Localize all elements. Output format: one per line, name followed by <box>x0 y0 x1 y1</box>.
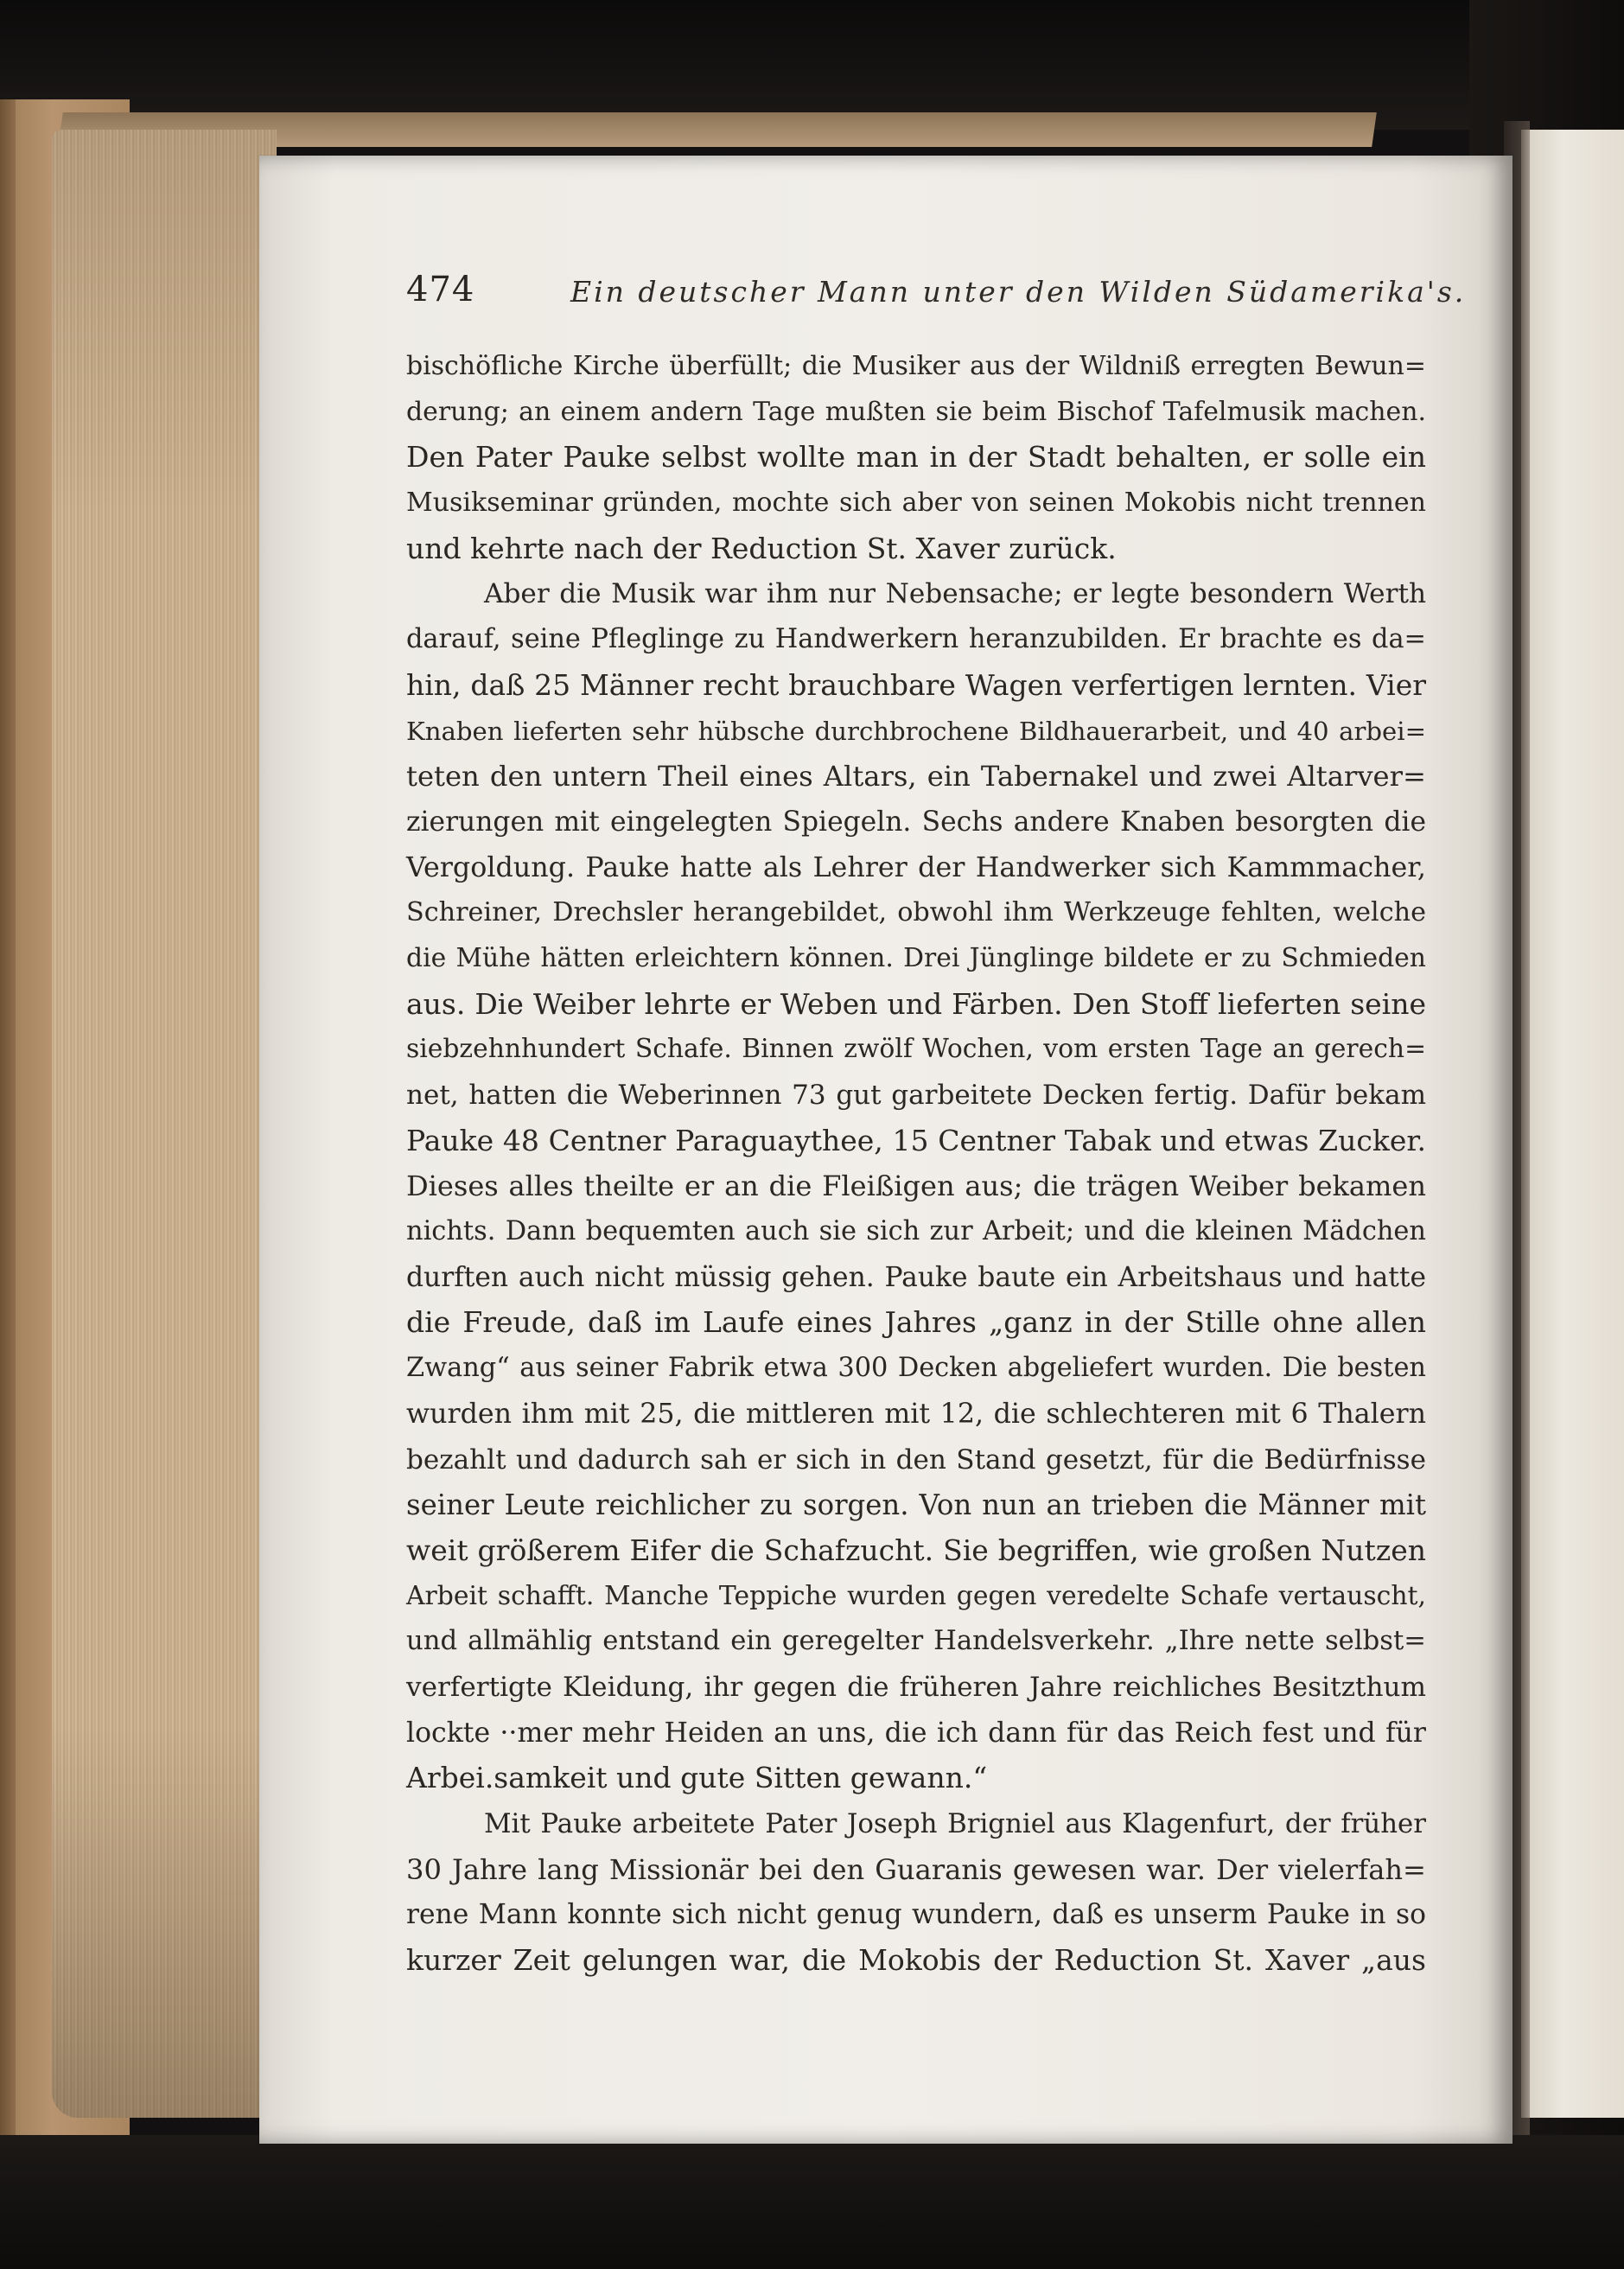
text-line: verfertigte Kleidung, ihr gegen die früheren Jahre reichliches Besitzthum <box>406 1671 1426 1703</box>
text-line: rene Mann konnte sich nicht genug wundern, daß es unserm Pauke in so <box>406 1899 1426 1931</box>
page-header <box>406 270 1467 330</box>
text-line: darauf, seine Pfleglinge zu Handwerkern heranzubilden. Er brachte es da= <box>406 624 1426 655</box>
book-page <box>259 156 1513 2144</box>
text-line: weit größerem Eifer die Schafzucht. Sie begriffen, wie großen Nutzen <box>406 1533 1426 1567</box>
text-line: bischöfliche Kirche überfüllt; die Musiker aus der Wildniß erregten Bewun= <box>406 351 1426 381</box>
text-line: die Freude, daß im Laufe eines Jahres „ganz in der Stille ohne allen <box>406 1305 1426 1340</box>
text-line: aus. Die Weiber lehrte er Weben und Färben. Den Stoff lieferten seine <box>406 986 1426 1021</box>
text-line: Arbeit schafft. Manche Teppiche wurden gegen veredelte Schafe vertauscht, <box>406 1580 1426 1611</box>
text-line: und allmählig entstand ein geregelter Handelsverkehr. „Ihre nette selbst= <box>406 1626 1426 1657</box>
text-line: Schreiner, Drechsler herangebildet, obwohl ihm Werkzeuge fehlten, welche <box>406 897 1426 928</box>
running-head: Ein deutscher Mann unter den Wilden Südamerika's. <box>570 275 1467 309</box>
text-line: Arbei.samkeit und gute Sitten gewann.“ <box>406 1761 988 1795</box>
text-line: bezahlt und dadurch sah er sich in den Stand gesetzt, für die Bedürfnisse <box>406 1444 1426 1475</box>
text-line: Musikseminar gründen, mochte sich aber von seinen Mokobis nicht trennen <box>406 488 1426 519</box>
text-line: teten den untern Theil eines Altars, ein Tabernakel und zwei Altarver= <box>406 760 1426 794</box>
text-line: siebzehnhundert Schafe. Binnen zwölf Wochen, vom ersten Tage an gerech= <box>406 1034 1426 1065</box>
text-line: Aber die Musik war ihm nur Nebensache; er legte besondern Werth <box>484 578 1426 610</box>
text-line: nichts. Dann bequemten auch sie sich zur Arbeit; und die kleinen Mädchen <box>406 1216 1426 1247</box>
facing-page <box>1530 130 1624 2118</box>
text-line: zierungen mit eingelegten Spiegeln. Sechs andere Knaben besorgten die <box>406 806 1426 838</box>
background <box>0 0 1624 130</box>
page-stack-shadow <box>52 130 277 2118</box>
page-number: 474 <box>406 270 475 309</box>
book-cover-edge <box>0 99 16 2269</box>
text-line: wurden ihm mit 25, die mittleren mit 12, die schlechteren mit 6 Thalern <box>406 1398 1426 1430</box>
text-line: Vergoldung. Pauke hatte als Lehrer der Handwerker sich Kammmacher, <box>406 851 1426 883</box>
text-line: Den Pater Pauke selbst wollte man in der Stadt behalten, er solle ein <box>406 440 1426 475</box>
text-line: Dieses alles theilte er an die Fleißigen aus; die trägen Weiber bekamen <box>406 1170 1426 1203</box>
text-line: Zwang“ aus seiner Fabrik etwa 300 Decken abgeliefert wurden. Die besten <box>406 1353 1426 1384</box>
text-line: und kehrte nach der Reduction St. Xaver zurück. <box>406 531 1117 565</box>
text-line: seiner Leute reichlicher zu sorgen. Von nun an trieben die Männer mit <box>406 1488 1426 1522</box>
text-line: net, hatten die Weberinnen 73 gut garbeitete Decken fertig. Dafür bekam <box>406 1080 1426 1111</box>
text-line: Knaben lieferten sehr hübsche durchbrochene Bildhauerarbeit, und 40 arbei= <box>406 716 1426 746</box>
text-line: hin, daß 25 Männer recht brauchbare Wagen verfertigen lernten. Vier <box>406 667 1426 702</box>
text-line: Pauke 48 Centner Paraguaythee, 15 Centner Tabak und etwas Zucker. <box>406 1123 1426 1157</box>
text-line: Mit Pauke arbeitete Pater Joseph Brigniel aus Klagenfurt, der früher <box>484 1808 1426 1839</box>
text-line: lockte ··mer mehr Heiden an uns, die ich dann für das Reich fest und für <box>406 1717 1426 1749</box>
body-text <box>406 344 1426 1984</box>
text-line: die Mühe hätten erleichtern können. Drei Jünglinge bildete er zu Schmieden <box>406 942 1426 973</box>
text-line: kurzer Zeit gelungen war, die Mokobis der Reduction St. Xaver „aus <box>406 1943 1426 1978</box>
text-line: 30 Jahre lang Missionär bei den Guaranis gewesen war. Der vielerfah= <box>406 1852 1426 1886</box>
text-line: durften auch nicht müssig gehen. Pauke baute ein Arbeitshaus und hatte <box>406 1261 1426 1293</box>
text-line: derung; an einem andern Tage mußten sie beim Bischof Tafelmusik machen. <box>406 396 1426 427</box>
background-bottom <box>0 2135 1624 2269</box>
